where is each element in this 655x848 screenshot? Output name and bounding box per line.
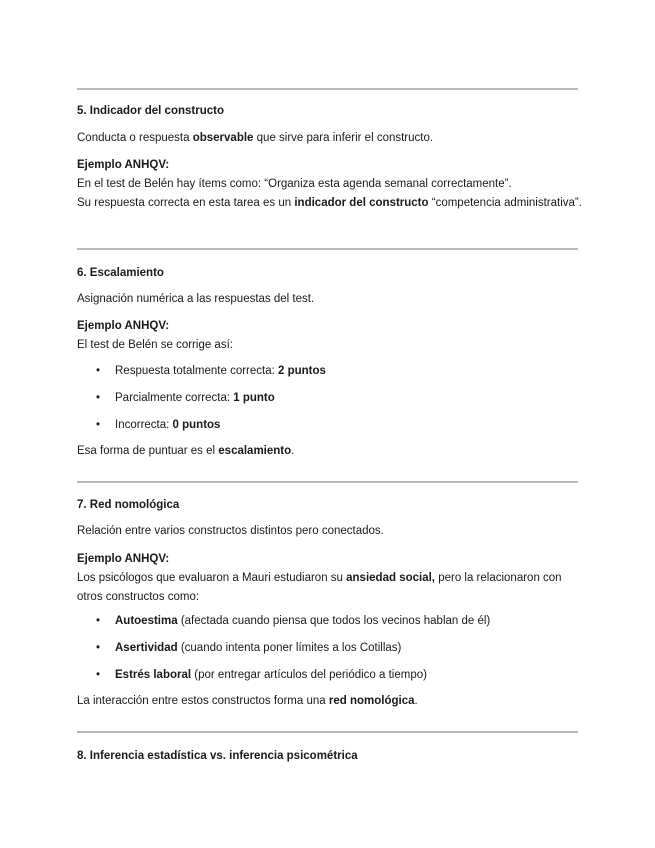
section-6-closing: Esa forma de puntuar es el escalamiento. <box>77 445 295 457</box>
section-divider <box>77 731 578 733</box>
section-divider <box>77 481 578 483</box>
section-7-definition: Relación entre varios constructos distintos pero conectados. <box>77 525 384 537</box>
section-5-heading: 5. Indicador del constructo <box>77 105 224 117</box>
list-item: • Incorrecta: 0 puntos <box>77 416 587 443</box>
example-label: Ejemplo ANHQV: <box>77 553 170 565</box>
section-5-definition: Conducta o respuesta observable que sirve para inferir el constructo. <box>77 132 434 144</box>
example-intro: El test de Belén se corrige así: <box>77 339 233 351</box>
list-item: • Respuesta totalmente correcta: 2 puntos <box>77 362 587 389</box>
section-divider <box>77 88 578 90</box>
list-item: • Autoestima (afectada cuando piensa que todos los vecinos hablan de él) <box>77 612 587 639</box>
list-item: • Estrés laboral (por entregar artículos del periódico a tiempo) <box>77 666 587 693</box>
example-line: En el test de Belén hay ítems como: “Organiza esta agenda semanal correctamente”. <box>77 178 512 190</box>
section-6-heading: 6. Escalamiento <box>77 267 164 279</box>
section-8-heading: 8. Inferencia estadística vs. inferencia psicométrica <box>77 750 358 762</box>
list-item: • Asertividad (cuando intenta poner límites a los Cotillas) <box>77 639 587 666</box>
section-6-example <box>77 317 587 355</box>
section-7-heading: 7. Red nomológica <box>77 499 180 511</box>
section-divider <box>77 248 578 250</box>
list-item: • Parcialmente correcta: 1 punto <box>77 389 587 416</box>
example-line: Su respuesta correcta en esta tarea es un indicador del constructo “competencia administrativa”. <box>77 197 582 209</box>
section-7-closing: La interacción entre estos constructos forma una red nomológica. <box>77 695 418 707</box>
example-label: Ejemplo ANHQV: <box>77 159 170 171</box>
section-7-example <box>77 550 587 607</box>
example-label: Ejemplo ANHQV: <box>77 320 170 332</box>
scoring-list <box>77 362 587 443</box>
constructs-list <box>77 612 587 693</box>
example-text: Los psicólogos que evaluaron a Mauri estudiaron su ansiedad social, pero la relacionaron con otros constructos como: <box>77 572 562 603</box>
section-5-example <box>77 156 587 213</box>
section-6-definition: Asignación numérica a las respuestas del test. <box>77 293 315 305</box>
